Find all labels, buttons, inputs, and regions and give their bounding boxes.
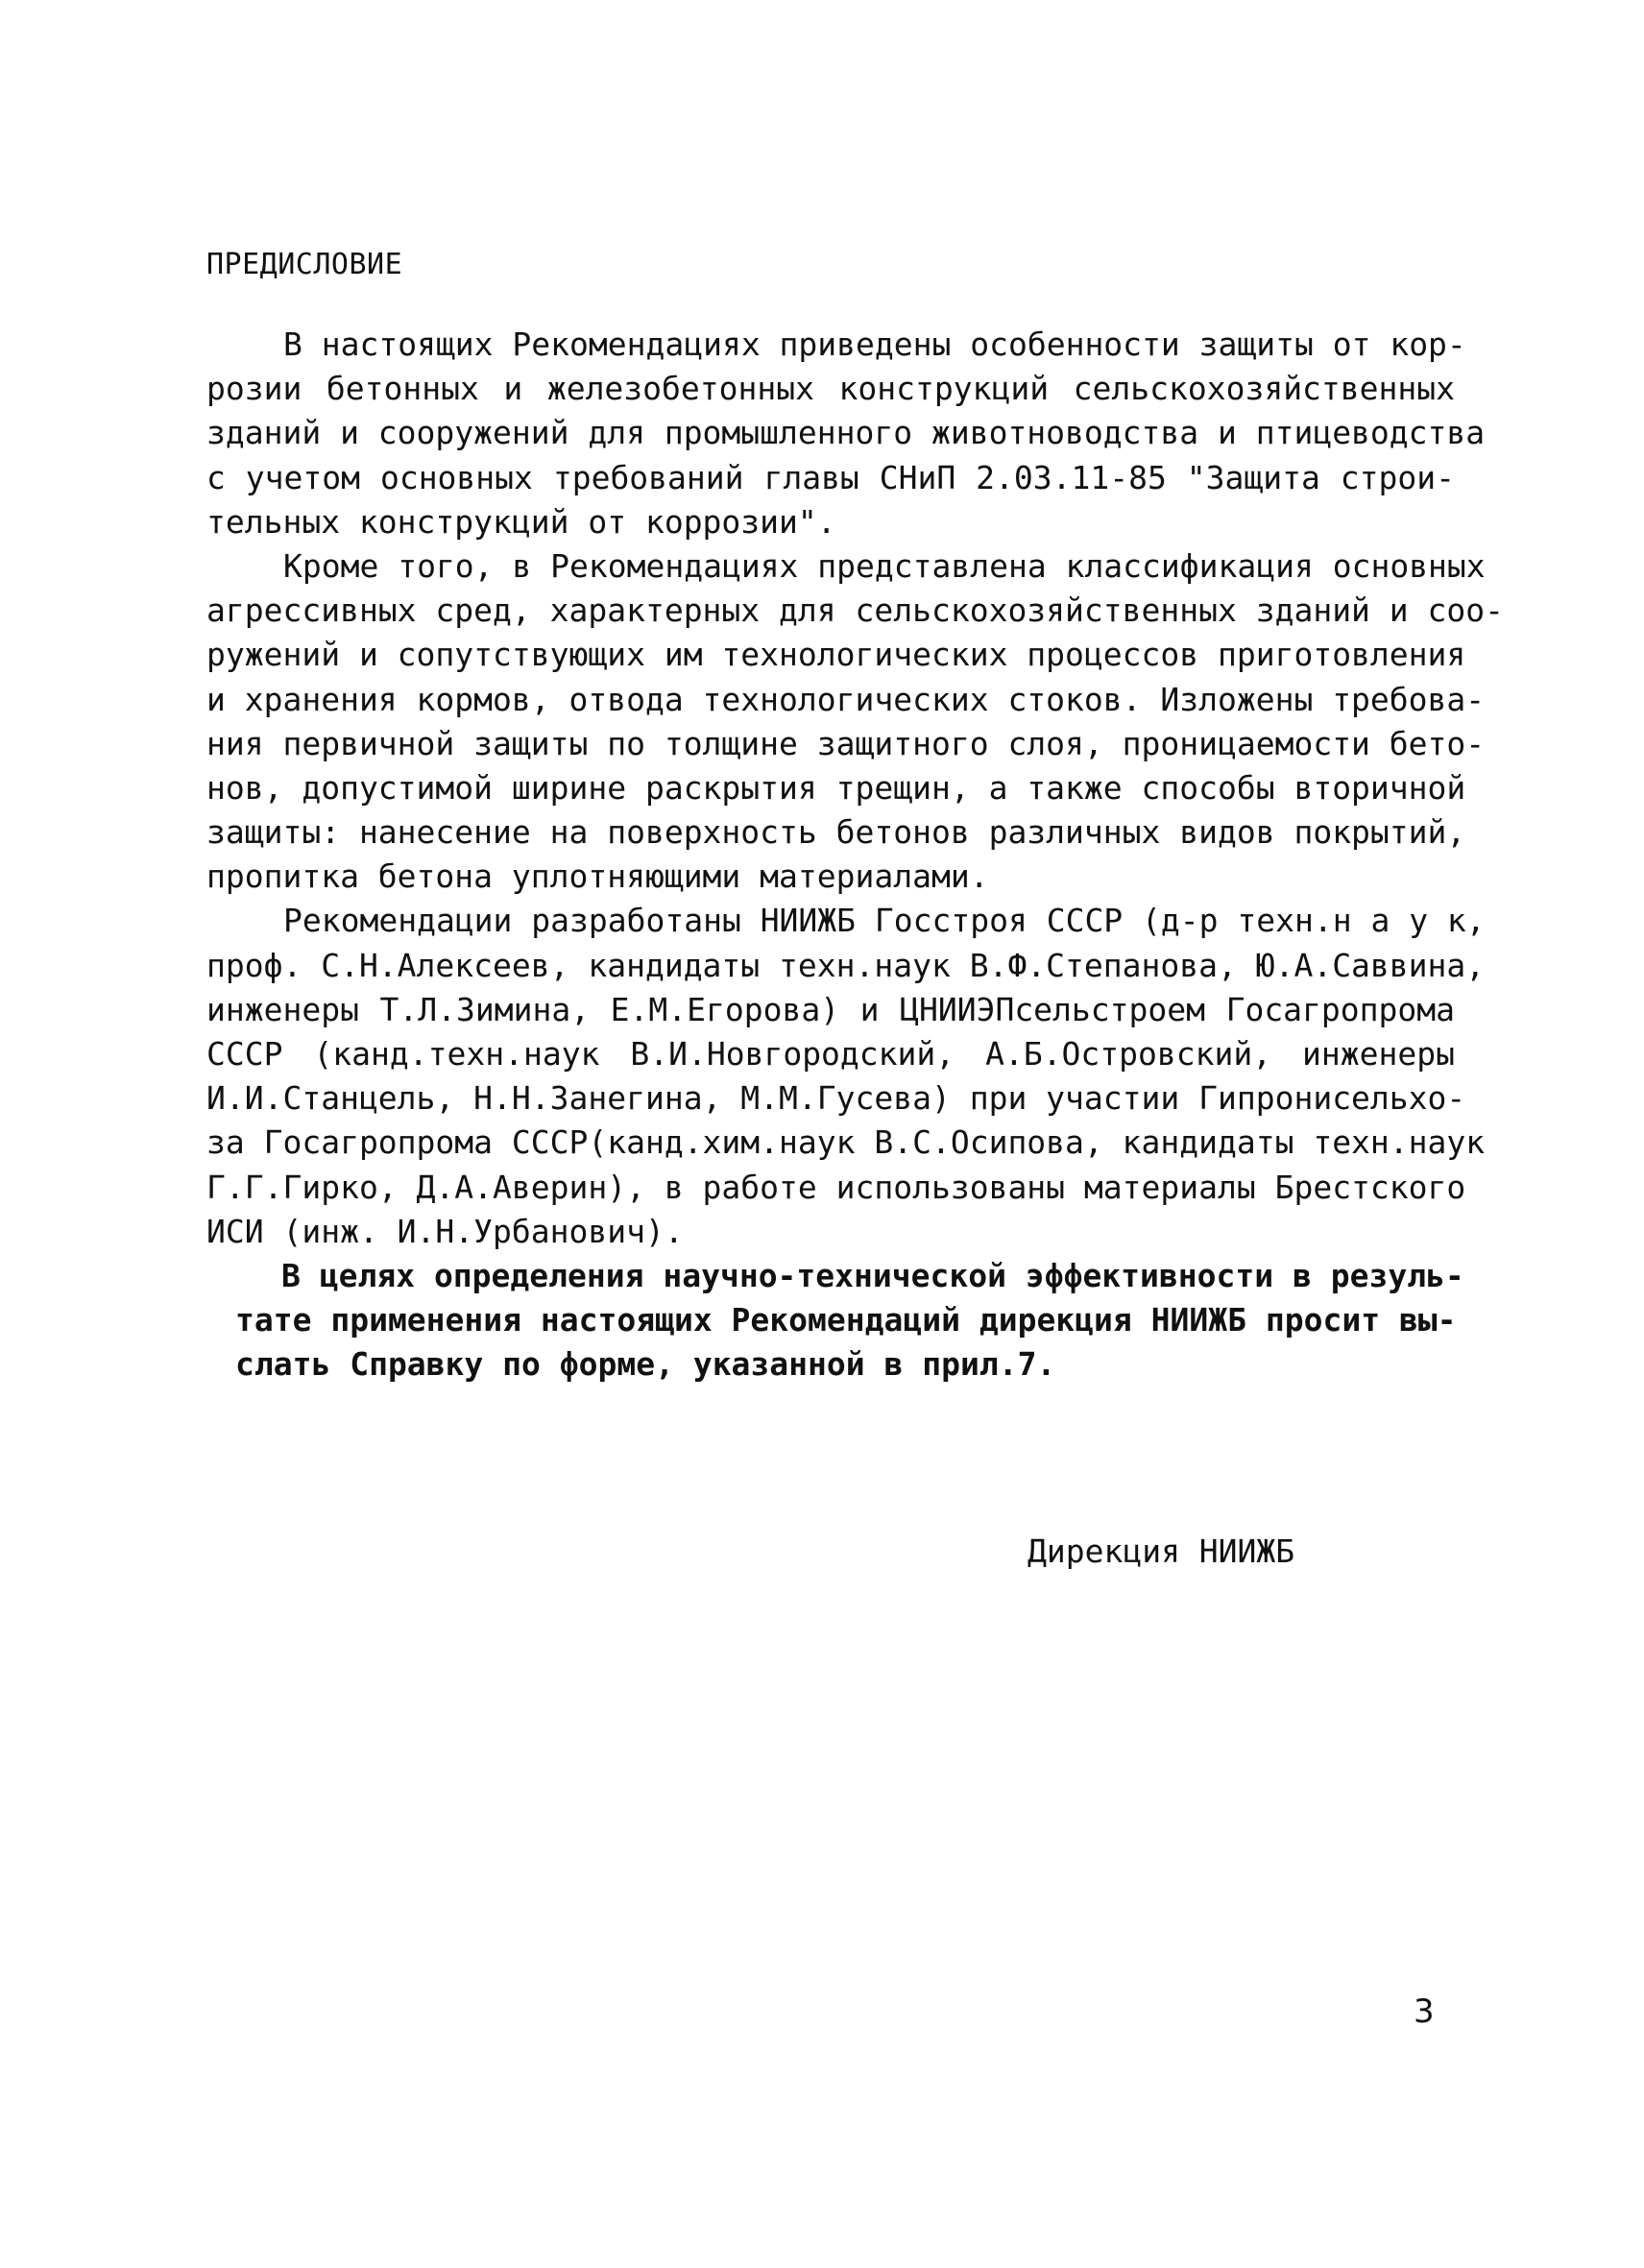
paragraph-3 (206, 899, 1486, 1254)
paragraph-2 (206, 544, 1505, 900)
paragraph-line: В настоящих Рекомендациях приведены особенности защиты от кор- (283, 326, 1466, 363)
paragraph-line: В целях определения научно-технической эффективности в резуль- (281, 1256, 1464, 1294)
paragraph-line: пропитка бетона уплотняющими материалами. (206, 857, 989, 896)
paragraph-line: ружений и сопутствующих им технологических процессов приготовления (206, 636, 1466, 674)
paragraph-line: с учетом основных требований главы СНиП 2.03.11-85 "Защита строи- (206, 458, 1455, 496)
paragraph-line: и хранения кормов, отвода технологических стоков. Изложены требова- (206, 680, 1486, 718)
paragraph-line: Рекомендации разработаны НИИЖБ Госстроя СССР (д-р техн.н а у к, (283, 902, 1486, 940)
paragraph-line: ния первичной защиты по толщине защитного слоя, проницаемости бето- (206, 724, 1486, 762)
paragraph-line: Г.Г.Гирко, Д.А.Аверин), в работе использованы материалы Брестского (206, 1168, 1466, 1206)
paragraph-line: ИСИ (инж. И.Н.Урбанович). (206, 1212, 684, 1250)
preface-body (206, 323, 1505, 1387)
paragraph-line: тате применения настоящих Рекомендаций дирекция НИИЖБ просит вы- (235, 1301, 1457, 1339)
paragraph-line: нов, допустимой ширине раскрытия трещин, а также способы вторичной (206, 768, 1466, 807)
paragraph-line: розии бетонных и железобетонных конструкций сельскохозяйственных (206, 370, 1455, 408)
paragraph-line: И.И.Станцель, Н.Н.Занегина, М.М.Гусева) при участии Гипронисельхо- (206, 1079, 1466, 1118)
paragraph-line: зданий и сооружений для промышленного животноводства и птицеводства (206, 414, 1486, 452)
paragraph-4-request (235, 1254, 1464, 1387)
page-number: 3 (1414, 1992, 1435, 2031)
signature-directorate: Дирекция НИИЖБ (1028, 1532, 1295, 1570)
paragraph-line: Кроме того, в Рекомендациях представлена классификация основных (283, 546, 1486, 585)
paragraph-1 (206, 323, 1486, 544)
paragraph-line: тельных конструкций от коррозии". (206, 502, 836, 541)
paragraph-line: защиты: нанесение на поверхность бетонов различных видов покрытий, (206, 813, 1466, 852)
paragraph-line: за Госагропрома СССР(канд.хим.наук В.С.Осипова, кандидаты техн.наук (206, 1123, 1486, 1162)
paragraph-line: проф. С.Н.Алексеев, кандидаты техн.наук В.Ф.Степанова, Ю.А.Саввина, (206, 946, 1486, 984)
paragraph-line: слать Справку по форме, указанной в прил.7. (235, 1345, 1056, 1384)
paragraph-line: СССР (канд.техн.наук В.И.Новгородский, А.Б.Островский, инженеры (206, 1035, 1455, 1073)
paragraph-line: агрессивных сред, характерных для сельскохозяйственных зданий и соо- (206, 591, 1505, 630)
paragraph-line: инженеры Т.Л.Зимина, Е.М.Егорова) и ЦНИИЭПсельстроем Госагропрома (206, 990, 1455, 1028)
preface-heading: ПРЕДИСЛОВИЕ (206, 248, 403, 281)
